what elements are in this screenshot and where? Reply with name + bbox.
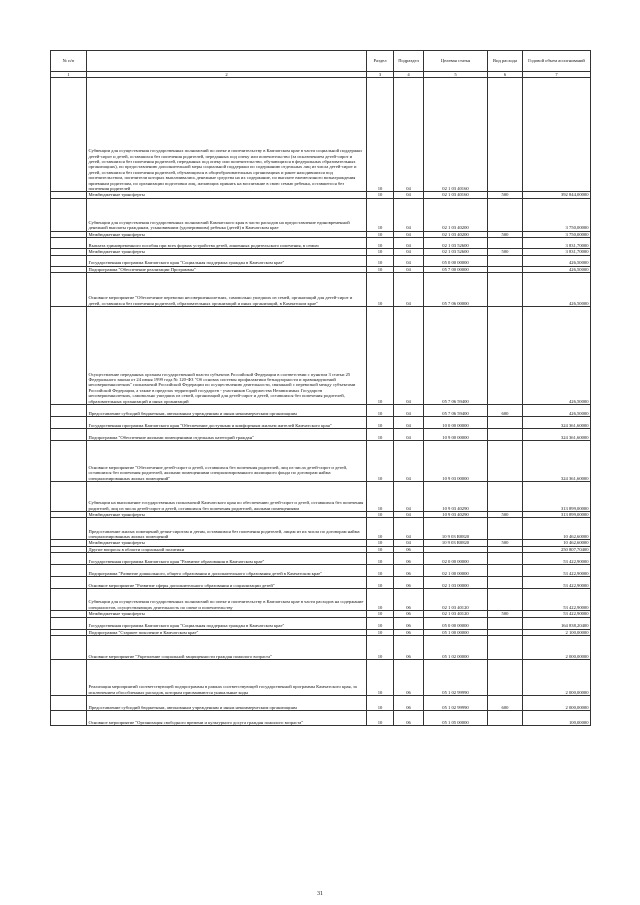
row-amount-cell: 3 750,00000 (523, 198, 591, 231)
row-amount-cell: 2 000,00000 (523, 636, 591, 660)
row-target-article-cell: 05 1 02 00000 (424, 636, 488, 660)
row-target-article-cell: 02 1 00 00000 (424, 565, 488, 577)
row-number-cell (51, 255, 87, 266)
row-expense-type-cell: 600 (488, 405, 523, 417)
row-target-article-cell: 05 1 05 00000 (424, 711, 488, 726)
row-expense-type-cell (488, 636, 523, 660)
row-target-article-cell: 05 7 06 59400 (424, 405, 488, 417)
table-row (51, 273, 591, 307)
row-name-cell: Субвенции для осуществления государственных полномочий по опеке и попечительству в Камчатском крае в части социальной поддержки детей-сирот и детей, оставшихся без попечения родителей, переданных под опеку или попечительство (за исключением детей-сирот и детей, оставшихся без попечения родителей, переданных под опеку или попечительство, обучающихся в федеральных образовательных организациях), по предоставлению дополнительной меры социальной поддержки по содержанию отдельных лиц из числа детей-сирот и детей, оставшихся без попечения родителей, обучающихся в общеобразовательных организациях и ранее находившихся под попечительством, попечители которых выплачивались денежные средства на их содержание, по выплате ежемесячного вознаграждения приемным родителям, по организации подготовки лиц, желающих принять на воспитание в свою семью ребенка, оставшегося без попечения родителей (87, 78, 367, 192)
row-name-cell: Подпрограмма "Обеспечение жилыми помещениями отдельных категорий граждан" (87, 429, 367, 441)
row-number-cell (51, 660, 87, 696)
row-razdel-cell: 10 (367, 231, 394, 237)
row-razdel-cell: 10 (367, 198, 394, 231)
table-row (51, 238, 591, 249)
row-target-article-cell: 10 9 03 R0820 (424, 518, 488, 540)
row-expense-type-cell (488, 553, 523, 565)
row-name-cell: Подпрограмма "Обеспечение реализации Программы" (87, 266, 367, 272)
header-expense-type: Вид расхода (488, 51, 523, 72)
row-number-cell (51, 577, 87, 589)
row-target-article-cell: 02 1 03 00000 (424, 577, 488, 589)
row-podrazdel-cell: 04 (394, 512, 424, 518)
row-razdel-cell: 10 (367, 307, 394, 405)
row-amount-cell: 313 899,00000 (523, 482, 591, 512)
table-row (51, 482, 591, 512)
row-podrazdel-cell: 04 (394, 231, 424, 237)
row-expense-type-cell (488, 617, 523, 629)
row-razdel-cell: 10 (367, 273, 394, 307)
row-expense-type-cell (488, 441, 523, 482)
row-podrazdel-cell: 06 (394, 546, 424, 552)
row-target-article-cell: 02 1 03 40200 (424, 231, 488, 237)
row-razdel-cell: 10 (367, 417, 394, 429)
header-podrazdel: Подраздел (394, 51, 424, 72)
row-name-cell: Субвенции для осуществления государственных полномочий по опеке и попечительству в Камчатском крае в части расходов на содержание специалистов, осуществляющих деятельность по опеке и попечительству (87, 589, 367, 611)
row-amount-cell: 324 361,60000 (523, 441, 591, 482)
row-number-cell (51, 518, 87, 540)
row-name-cell: Реализация мероприятий соответствующей подпрограммы в рамках соответствующей государственной программы Камчатского края, за исключением обособленных расходов, которым присваиваются уникальные коды (87, 660, 367, 696)
row-amount-cell: 426,50000 (523, 266, 591, 272)
row-target-article-cell: 02 1 03 40200 (424, 198, 488, 231)
row-name-cell: Основное мероприятие "Организация свободного времени и культурного досуга граждан пожилого возраста" (87, 711, 367, 726)
row-amount-cell: 324 361,60000 (523, 429, 591, 441)
row-razdel-cell: 10 (367, 611, 394, 617)
row-podrazdel-cell: 04 (394, 273, 424, 307)
row-razdel-cell: 10 (367, 78, 394, 192)
row-expense-type-cell (488, 238, 523, 249)
header-annual-amount: Годовой объем ассигнований (523, 51, 591, 72)
row-name-cell: Предоставление жилых помещений детям-сиротам и детям, оставшимся без попечения родителей, лицам из их числа по договорам найма специализированных жилых помещений (87, 518, 367, 540)
table-row (51, 429, 591, 441)
row-amount-cell: 3 831,70000 (523, 238, 591, 249)
header-target-article: Целевая статья (424, 51, 488, 72)
row-expense-type-cell (488, 518, 523, 540)
row-name-cell: Межбюджетные трансферты (87, 231, 367, 237)
table-row (51, 307, 591, 405)
row-number-cell (51, 429, 87, 441)
row-number-cell (51, 198, 87, 231)
row-amount-cell: 53 422,90000 (523, 565, 591, 577)
row-expense-type-cell (488, 273, 523, 307)
row-amount-cell: 324 361,60000 (523, 417, 591, 429)
row-expense-type-cell (488, 78, 523, 192)
row-amount-cell: 3 831,70000 (523, 249, 591, 255)
row-target-article-cell: 05 7 00 00000 (424, 266, 488, 272)
row-number-cell (51, 617, 87, 629)
row-target-article-cell: 10 9 03 R0820 (424, 540, 488, 546)
row-target-article-cell: 10 9 03 40290 (424, 512, 488, 518)
row-amount-cell (523, 78, 591, 192)
table-row (51, 577, 591, 589)
row-razdel-cell: 10 (367, 238, 394, 249)
row-number-cell (51, 482, 87, 512)
row-amount-cell: 10 462,60000 (523, 540, 591, 546)
row-expense-type-cell: 500 (488, 192, 523, 198)
row-amount-cell: 426,50000 (523, 255, 591, 266)
table-row (51, 518, 591, 540)
row-razdel-cell: 10 (367, 482, 394, 512)
row-number-cell (51, 307, 87, 405)
table-row (51, 78, 591, 192)
row-name-cell: Субвенции для осуществления государственных полномочий Камчатского края в части расходов на предоставление единовременной денежной выплаты гражданам, усыновившим (удочерившим) ребенка (детей) в Камчатском крае (87, 198, 367, 231)
table-row (51, 711, 591, 726)
row-name-cell: Межбюджетные трансферты (87, 249, 367, 255)
row-number-cell (51, 417, 87, 429)
row-razdel-cell: 10 (367, 589, 394, 611)
row-number-cell (51, 78, 87, 192)
column-number: 5 (424, 72, 488, 78)
table-row (51, 405, 591, 417)
row-razdel-cell: 10 (367, 405, 394, 417)
row-podrazdel-cell: 06 (394, 611, 424, 617)
row-razdel-cell: 10 (367, 512, 394, 518)
row-amount-cell: 313 899,00000 (523, 512, 591, 518)
row-name-cell: Межбюджетные трансферты (87, 512, 367, 518)
row-podrazdel-cell: 04 (394, 540, 424, 546)
table-row (51, 255, 591, 266)
row-podrazdel-cell: 04 (394, 198, 424, 231)
row-name-cell: Государственная программа Камчатского края "Социальная поддержка граждан в Камчатском крае" (87, 617, 367, 629)
row-name-cell: Основное мероприятие "Обеспечение перевозки несовершеннолетних, самовольно ушедших из семей, организаций для детей-сирот и детей, оставшихся без попечения родителей, образовательных организаций и иных организаций, в Камчатском крае" (87, 273, 367, 307)
row-expense-type-cell (488, 482, 523, 512)
table-row (51, 660, 591, 696)
row-podrazdel-cell: 04 (394, 78, 424, 192)
row-expense-type-cell: 600 (488, 696, 523, 711)
row-razdel-cell: 10 (367, 617, 394, 629)
page-number: 31 (317, 891, 323, 897)
row-name-cell: Государственная программа Камчатского края "Развитие образования в Камчатском крае" (87, 553, 367, 565)
row-podrazdel-cell: 04 (394, 405, 424, 417)
row-target-article-cell: 02 1 03 40120 (424, 589, 488, 611)
row-podrazdel-cell: 06 (394, 636, 424, 660)
row-podrazdel-cell: 04 (394, 307, 424, 405)
row-podrazdel-cell: 06 (394, 589, 424, 611)
row-razdel-cell: 10 (367, 577, 394, 589)
row-razdel-cell: 10 (367, 565, 394, 577)
row-razdel-cell: 10 (367, 255, 394, 266)
row-target-article-cell: 05 7 06 00000 (424, 273, 488, 307)
row-target-article-cell: 05 1 02 99990 (424, 660, 488, 696)
row-target-article-cell: 05 1 00 00000 (424, 629, 488, 635)
row-amount-cell: 392 844,00000 (523, 192, 591, 198)
row-podrazdel-cell: 04 (394, 429, 424, 441)
row-target-article-cell: 10 9 03 00000 (424, 441, 488, 482)
row-amount-cell: 53 422,90000 (523, 611, 591, 617)
budget-table-sheet (50, 50, 590, 726)
table-row (51, 617, 591, 629)
row-name-cell: Основное мероприятие "Обеспечение детей-сирот и детей, оставшихся без попечения родителей, лиц из числа детей-сирот и детей, оставшихся без попечения родителей, жилыми помещениями специализированного жилищного фонда по договорам найма специализированных жилых помещений" (87, 441, 367, 482)
row-name-cell: Межбюджетные трансферты (87, 540, 367, 546)
row-name-cell: Предоставление субсидий бюджетным, автономным учреждениям и иным некоммерческим организациям (87, 696, 367, 711)
row-razdel-cell: 10 (367, 660, 394, 696)
row-name-cell: Субвенции на выполнение государственных полномочий Камчатского края по обеспечению детей-сирот и детей, оставшихся без попечения родителей, лиц из числа детей-сирот и детей, оставшихся без попечения родителей, жилыми помещениями (87, 482, 367, 512)
row-razdel-cell: 10 (367, 636, 394, 660)
table-row (51, 565, 591, 577)
row-podrazdel-cell: 04 (394, 482, 424, 512)
row-razdel-cell: 10 (367, 540, 394, 546)
table-row (51, 417, 591, 429)
column-number: 6 (488, 72, 523, 78)
table-row (51, 198, 591, 231)
row-razdel-cell: 10 (367, 249, 394, 255)
row-podrazdel-cell: 04 (394, 518, 424, 540)
row-razdel-cell: 10 (367, 629, 394, 635)
row-name-cell: Другие вопросы в области социальной политики (87, 546, 367, 552)
row-amount-cell: 2 000,00000 (523, 696, 591, 711)
row-name-cell: Государственная программа Камчатского края "Обеспечение доступным и комфортным жильем жителей Камчатского края" (87, 417, 367, 429)
row-target-article-cell: 02 1 03 52600 (424, 249, 488, 255)
row-number-cell (51, 441, 87, 482)
row-amount-cell: 426,50000 (523, 405, 591, 417)
row-expense-type-cell (488, 577, 523, 589)
table-row (51, 589, 591, 611)
row-name-cell: Основное мероприятие "Развитие сферы дополнительного образования и социализации детей" (87, 577, 367, 589)
row-name-cell: Подпрограмма "Старшее поколение в Камчатском крае" (87, 629, 367, 635)
row-podrazdel-cell: 06 (394, 553, 424, 565)
row-target-article-cell: 05 7 06 59400 (424, 307, 488, 405)
row-expense-type-cell (488, 429, 523, 441)
row-amount-cell: 100,00000 (523, 711, 591, 726)
row-expense-type-cell (488, 307, 523, 405)
column-number: 3 (367, 72, 394, 78)
row-name-cell: Межбюджетные трансферты (87, 611, 367, 617)
row-amount-cell: 53 422,90000 (523, 589, 591, 611)
row-expense-type-cell (488, 589, 523, 611)
row-expense-type-cell (488, 660, 523, 696)
row-name-cell: Государственная программа Камчатского края "Социальная поддержка граждан в Камчатском крае" (87, 255, 367, 266)
row-number-cell (51, 696, 87, 711)
row-name-cell: Межбюджетные трансферты (87, 192, 367, 198)
column-number: 2 (87, 72, 367, 78)
row-expense-type-cell (488, 565, 523, 577)
row-amount-cell: 3 750,00000 (523, 231, 591, 237)
row-expense-type-cell: 500 (488, 540, 523, 546)
row-podrazdel-cell: 04 (394, 249, 424, 255)
table-body (51, 78, 591, 726)
row-podrazdel-cell: 06 (394, 617, 424, 629)
row-expense-type-cell: 500 (488, 611, 523, 617)
column-number: 4 (394, 72, 424, 78)
row-target-article-cell: 05 1 02 99990 (424, 696, 488, 711)
row-number-cell (51, 565, 87, 577)
row-razdel-cell: 10 (367, 553, 394, 565)
row-target-article-cell: 02 1 03 40160 (424, 192, 488, 198)
row-amount-cell: 10 462,60000 (523, 518, 591, 540)
column-number: 1 (51, 72, 87, 78)
table-row (51, 553, 591, 565)
row-podrazdel-cell: 06 (394, 565, 424, 577)
row-amount-cell: 426,50000 (523, 307, 591, 405)
row-number-cell (51, 238, 87, 249)
row-number-cell (51, 553, 87, 565)
row-razdel-cell: 10 (367, 441, 394, 482)
row-podrazdel-cell: 06 (394, 629, 424, 635)
row-target-article-cell: 02 1 03 52600 (424, 238, 488, 249)
row-amount-cell: 53 422,90000 (523, 553, 591, 565)
row-target-article-cell: 10 9 00 00000 (424, 429, 488, 441)
row-number-cell (51, 405, 87, 417)
row-name-cell: Осуществление переданных органам государственной власти субъектов Российской Федерации в соответствии с пунктом 3 статьи 25 Федерального закона от 24 июня 1999 года № 120-ФЗ "Об основах системы профилактики безнадзорности и правонарушений несовершеннолетних" полномочий Российской Федерации по осуществлению деятельности, связанной с перевозкой между субъектами Российской Федерации, а также в пределах территорий государств - участников Содружества Независимых Государств несовершеннолетних, самовольно ушедших из семей, организаций для детей-сирот и детей, оставшихся без попечения родителей, образовательных организаций и иных организаций (87, 307, 367, 405)
row-podrazdel-cell: 04 (394, 255, 424, 266)
row-podrazdel-cell: 04 (394, 417, 424, 429)
row-podrazdel-cell: 04 (394, 192, 424, 198)
row-number-cell (51, 636, 87, 660)
row-number-cell (51, 273, 87, 307)
row-target-article-cell: 02 0 00 00000 (424, 553, 488, 565)
row-amount-cell: 250 807,70400 (523, 546, 591, 552)
row-name-cell: Основное мероприятие "Укрепление социальной защищенности граждан пожилого возраста" (87, 636, 367, 660)
row-podrazdel-cell: 06 (394, 696, 424, 711)
row-podrazdel-cell: 06 (394, 660, 424, 696)
row-target-article-cell: 02 1 03 40160 (424, 78, 488, 192)
row-amount-cell: 2 000,00000 (523, 660, 591, 696)
row-number-cell (51, 589, 87, 611)
row-podrazdel-cell: 06 (394, 577, 424, 589)
row-target-article-cell: 02 1 03 40120 (424, 611, 488, 617)
row-target-article-cell: 10 9 03 40290 (424, 482, 488, 512)
row-amount-cell: 164 838,20400 (523, 617, 591, 629)
row-podrazdel-cell: 04 (394, 238, 424, 249)
row-podrazdel-cell: 04 (394, 266, 424, 272)
table-row (51, 636, 591, 660)
row-target-article-cell: 05 0 00 00000 (424, 255, 488, 266)
row-number-cell (51, 711, 87, 726)
row-name-cell: Выплата единовременного пособия при всех формах устройства детей, лишенных родительского попечения, в семью (87, 238, 367, 249)
row-razdel-cell: 10 (367, 266, 394, 272)
row-razdel-cell: 10 (367, 192, 394, 198)
row-amount-cell: 426,50000 (523, 273, 591, 307)
row-amount-cell: 2 100,00000 (523, 629, 591, 635)
row-name-cell: Предоставление субсидий бюджетным, автономным учреждениям и иным некоммерческим организациям (87, 405, 367, 417)
row-target-article-cell: 05 0 00 00000 (424, 617, 488, 629)
table-header-row (51, 51, 591, 72)
row-podrazdel-cell: 04 (394, 441, 424, 482)
row-expense-type-cell: 500 (488, 249, 523, 255)
row-expense-type-cell: 500 (488, 231, 523, 237)
table-row (51, 441, 591, 482)
row-razdel-cell: 10 (367, 518, 394, 540)
row-razdel-cell: 10 (367, 546, 394, 552)
header-name (87, 51, 367, 72)
row-expense-type-cell (488, 711, 523, 726)
row-amount-cell: 53 422,90000 (523, 577, 591, 589)
column-number: 7 (523, 72, 591, 78)
header-num: № п/п (51, 51, 87, 72)
table-row (51, 696, 591, 711)
budget-allocation-table (50, 50, 591, 726)
row-expense-type-cell (488, 417, 523, 429)
row-razdel-cell: 10 (367, 429, 394, 441)
row-expense-type-cell (488, 198, 523, 231)
header-razdel: Раздел (367, 51, 394, 72)
row-target-article-cell: 10 0 00 00000 (424, 417, 488, 429)
row-name-cell: Подпрограмма "Развитие дошкольного, общего образования и дополнительного образования детей в Камчатском крае" (87, 565, 367, 577)
row-razdel-cell: 10 (367, 711, 394, 726)
row-razdel-cell: 10 (367, 696, 394, 711)
row-expense-type-cell: 500 (488, 512, 523, 518)
row-expense-type-cell (488, 255, 523, 266)
row-podrazdel-cell: 06 (394, 711, 424, 726)
